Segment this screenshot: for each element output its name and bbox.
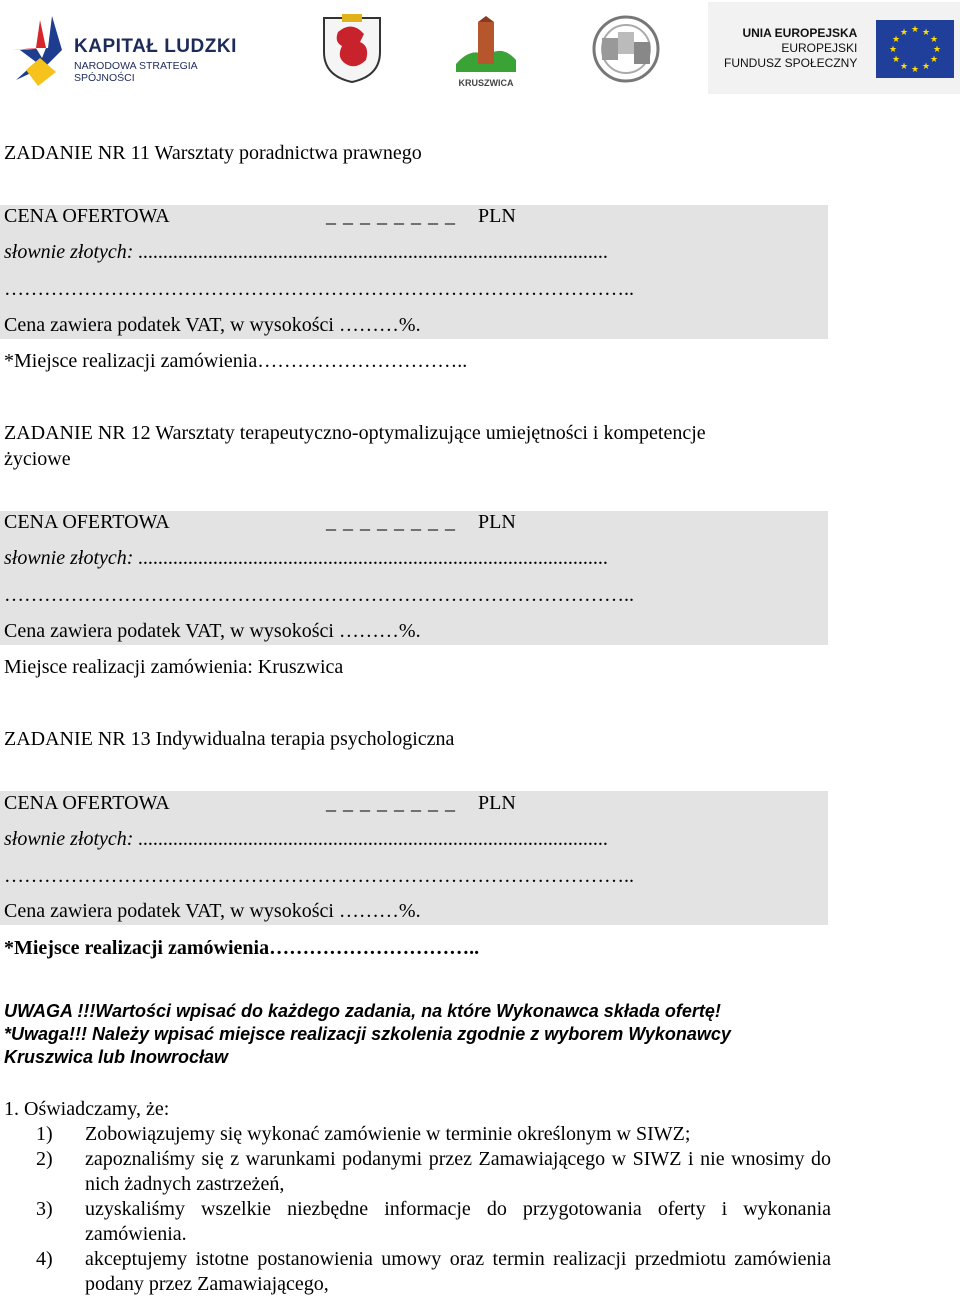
task-13-words-field[interactable]: słownie złotych: .............................................................................................. <box>4 828 609 850</box>
kapital-ludzki-subtitle: NARODOWA STRATEGIA SPÓJNOŚCI <box>74 60 198 84</box>
price-label: CENA OFERTOWA <box>4 205 170 227</box>
declaration-item-text: uzyskaliśmy wszelkie niezbędne informacje do przygotowania oferty i wykonania zamówienia. <box>85 1198 831 1245</box>
rdsp-logo <box>582 14 670 84</box>
svg-text:★: ★ <box>899 62 909 72</box>
kapital-ludzki-logo <box>6 10 251 90</box>
warning-line1: UWAGA !!!Wartości wpisać do każdego zadania, na które Wykonawca składa ofertę! <box>4 1001 721 1021</box>
task-12-title-line2: życiowe <box>4 448 71 470</box>
svg-text:★: ★ <box>921 62 931 72</box>
task-11-title: ZADANIE NR 11 Warsztaty poradnictwa prawnego <box>4 142 422 164</box>
task-12-dots-line[interactable]: ………………………………………………………………………………….. <box>4 584 634 606</box>
kapital-ludzki-star-icon <box>6 10 70 90</box>
svg-text:★: ★ <box>932 45 942 55</box>
task-13-dots-line[interactable]: ………………………………………………………………………………….. <box>4 865 634 887</box>
logo-bar <box>0 0 960 100</box>
task-12-place: Miejsce realizacji zamówienia: Kruszwica <box>4 656 344 678</box>
declaration-item-number: 4) <box>36 1248 53 1270</box>
declaration-list <box>36 1122 831 1297</box>
svg-text:★: ★ <box>891 55 901 65</box>
kruszwica-logo <box>452 16 520 88</box>
declaration-item-text: Zobowiązujemy się wykonać zamówienie w terminie określonym w SIWZ; <box>85 1123 691 1145</box>
eu-flag-icon <box>876 20 954 78</box>
kruszwica-logo-label: KRUSZWICA <box>458 78 514 88</box>
declaration-item-number: 1) <box>36 1123 53 1145</box>
kapital-ludzki-title: KAPITAŁ LUDZKI <box>74 36 237 57</box>
warning-line3: Kruszwica lub Inowrocław <box>4 1047 229 1067</box>
svg-text:★: ★ <box>888 45 898 55</box>
task-13-title: ZADANIE NR 13 Indywidualna terapia psychologiczna <box>4 728 455 750</box>
currency: PLN <box>478 511 516 533</box>
task-12-title: ZADANIE NR 12 Warsztaty terapeutyczno-optymalizujące umiejętności i kompetencje <box>4 422 706 444</box>
task-11-vat-line[interactable]: Cena zawiera podatek VAT, w wysokości ………%. <box>4 314 421 336</box>
price-label: CENA OFERTOWA <box>4 511 170 533</box>
declaration-heading: 1. Oświadczamy, że: <box>4 1098 170 1120</box>
svg-text:★: ★ <box>929 55 939 65</box>
task-11-dots-line[interactable]: ………………………………………………………………………………….. <box>4 278 634 300</box>
task-12-words-field[interactable]: słownie złotych: .............................................................................................. <box>4 547 609 569</box>
svg-text:★: ★ <box>891 35 901 45</box>
price-blank-field[interactable]: _ _ _ _ _ _ _ _ <box>326 205 456 227</box>
currency: PLN <box>478 792 516 814</box>
svg-text:★: ★ <box>921 28 931 38</box>
declaration-item-number: 2) <box>36 1148 53 1170</box>
eu-text-line1: UNIA EUROPEJSKA <box>742 26 858 40</box>
declaration-item <box>36 1122 831 1147</box>
warning-block <box>4 1000 844 1069</box>
task-13-price-row <box>4 792 516 815</box>
currency: PLN <box>478 205 516 227</box>
declaration-item <box>36 1147 831 1197</box>
task-11-words-field[interactable]: słownie złotych: .............................................................................................. <box>4 241 609 263</box>
price-label: CENA OFERTOWA <box>4 792 170 814</box>
coat-of-arms-logo <box>320 12 384 84</box>
task-11-price-row <box>4 205 516 228</box>
price-blank-field[interactable]: _ _ _ _ _ _ _ _ <box>326 511 456 533</box>
task-13-vat-line[interactable]: Cena zawiera podatek VAT, w wysokości ………%. <box>4 900 421 922</box>
declaration-item-number: 3) <box>36 1198 53 1220</box>
warning-line2: *Uwaga!!! Należy wpisać miejsce realizacji szkolenia zgodnie z wyborem Wykonawcy <box>4 1024 731 1044</box>
task-12-price-row <box>4 511 516 534</box>
svg-text:★: ★ <box>910 65 920 75</box>
eu-text-line3: FUNDUSZ SPOŁECZNY <box>724 56 858 70</box>
svg-text:★: ★ <box>929 35 939 45</box>
eu-logo <box>708 2 960 94</box>
task-13-place[interactable]: *Miejsce realizacji zamówienia………………………….. <box>4 937 480 959</box>
eu-text-line2: EUROPEJSKI <box>781 41 858 55</box>
declaration-item <box>36 1197 831 1247</box>
price-blank-field[interactable]: _ _ _ _ _ _ _ _ <box>326 792 456 814</box>
task-11-place[interactable]: *Miejsce realizacji zamówienia………………………….. <box>4 350 468 372</box>
declaration-item-text: zapoznaliśmy się z warunkami podanymi przez Zamawiającego w SIWZ i nie wnosimy do nich żadnych zastrzeżeń, <box>85 1148 831 1195</box>
svg-text:★: ★ <box>910 25 920 35</box>
svg-text:★: ★ <box>899 28 909 38</box>
declaration-item <box>36 1247 831 1297</box>
declaration-item-text: akceptujemy istotne postanowienia umowy oraz termin realizacji przedmiotu zamówienia podany przez Zamawiającego, <box>85 1248 831 1295</box>
task-12-vat-line[interactable]: Cena zawiera podatek VAT, w wysokości ………%. <box>4 620 421 642</box>
